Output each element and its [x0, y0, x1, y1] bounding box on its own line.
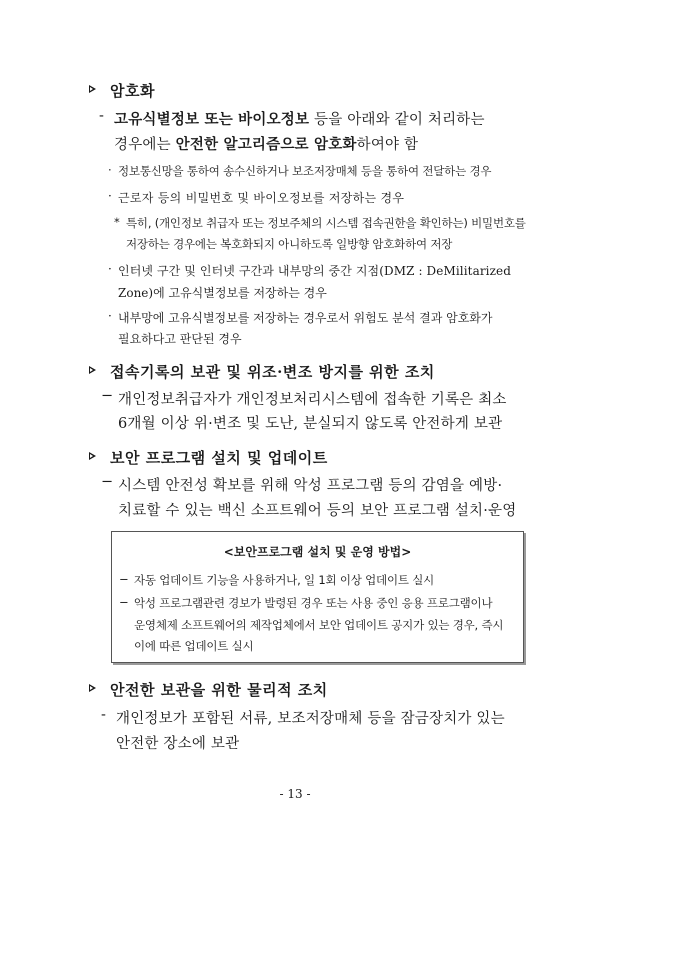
- body-line-2: 치료할 수 있는 백신 소프트웨어 등의 보안 프로그램 설치·운영: [118, 503, 517, 519]
- body-line-1: 개인정보가 포함된 서류, 보조저장매체 등을 잠금장치가 있는: [116, 711, 505, 727]
- list-bullet: −: [119, 595, 129, 609]
- info-box-item: 자동 업데이트 기능을 사용하거나, 일 1회 이상 업데이트 실시: [134, 573, 435, 587]
- list-item-text-line-1: 내부망에 고유식별정보를 저장하는 경우로서 위험도 분석 결과 암호화가: [118, 311, 493, 325]
- list-item-text: 근로자 등의 비밀번호 및 바이오정보를 저장하는 경우: [118, 191, 405, 205]
- body-line-2: 6개월 이상 위·변조 및 도난, 분실되지 않도록 안전하게 보관: [118, 416, 503, 432]
- info-box-title: <보안프로그램 설치 및 운영 방법>: [223, 545, 412, 559]
- body-line-2: 안전한 장소에 보관: [116, 736, 240, 752]
- list-bullet: ·: [108, 189, 112, 203]
- info-box-item-line-3: 이에 따른 업데이트 실시: [134, 639, 254, 653]
- intro-line-2: [114, 133, 418, 154]
- emphasis-text: 안전한 알고리즘으로 암호화: [175, 136, 357, 153]
- list-item-text-line-2: Zone)에 고유식별정보를 저장하는 경우: [118, 286, 327, 300]
- section-heading-access-log: 접속기록의 보관 및 위조·변조 방지를 위한 조치: [110, 363, 435, 381]
- emphasis-text: 고유식별정보 또는 바이오정보: [114, 111, 310, 128]
- section-marker-icon: [89, 366, 96, 374]
- info-box-item-line-1: 악성 프로그램관련 경보가 발령된 경우 또는 사용 중인 응용 프로그램이나: [134, 596, 493, 610]
- section-heading-security-program: 보안 프로그램 설치 및 업데이트: [110, 449, 328, 467]
- note-text-line-1: 특히, (개인정보 취급자 또는 정보주체의 시스템 접속권한을 확인하는) 비밀번호를: [126, 216, 526, 230]
- text-run: 하여야 함: [356, 137, 419, 153]
- text-run: 경우에는: [114, 137, 176, 153]
- list-item-text-line-1: 인터넷 구간 및 인터넷 구간과 내부망의 중간 지점(DMZ : DeMilitarized: [118, 264, 512, 278]
- list-item-text: 정보통신망을 통하여 송수신하거나 보조저장매체 등을 통하여 전달하는 경우: [118, 164, 492, 178]
- list-bullet: ·: [108, 309, 112, 323]
- section-marker-icon: [89, 452, 96, 460]
- text-run: 등을 아래와 같이 처리하는: [309, 112, 485, 128]
- section-heading-physical-measures: 안전한 보관을 위한 물리적 조치: [110, 681, 328, 699]
- note-bullet: *: [114, 215, 120, 229]
- info-box: [111, 531, 524, 663]
- list-bullet: ·: [108, 163, 112, 177]
- body-line-1: 시스템 안전성 확보를 위해 악성 프로그램 등의 감염을 예방·: [118, 478, 503, 494]
- intro-line-1: [114, 108, 485, 129]
- list-bullet: −: [119, 572, 129, 586]
- section-marker-icon: [89, 85, 96, 93]
- list-bullet: −: [101, 388, 114, 404]
- list-bullet: ·: [108, 262, 112, 276]
- list-item-text-line-2: 필요하다고 판단된 경우: [118, 332, 242, 346]
- list-bullet: -: [99, 108, 105, 124]
- note-text-line-2: 저장하는 경우에는 복호화되지 아니하도록 일방향 암호화하여 저장: [126, 237, 453, 251]
- page-number: - 13 -: [279, 787, 311, 801]
- section-marker-icon: [89, 684, 96, 692]
- section-heading-encryption: 암호화: [110, 82, 155, 100]
- list-bullet: -: [101, 707, 107, 723]
- list-bullet: −: [101, 474, 114, 490]
- info-box-item-line-2: 운영체제 소프트웨어의 제작업체에서 보안 업데이트 공지가 있는 경우, 즉시: [134, 618, 504, 632]
- body-line-1: 개인정보취급자가 개인정보처리시스템에 접속한 기록은 최소: [118, 392, 507, 408]
